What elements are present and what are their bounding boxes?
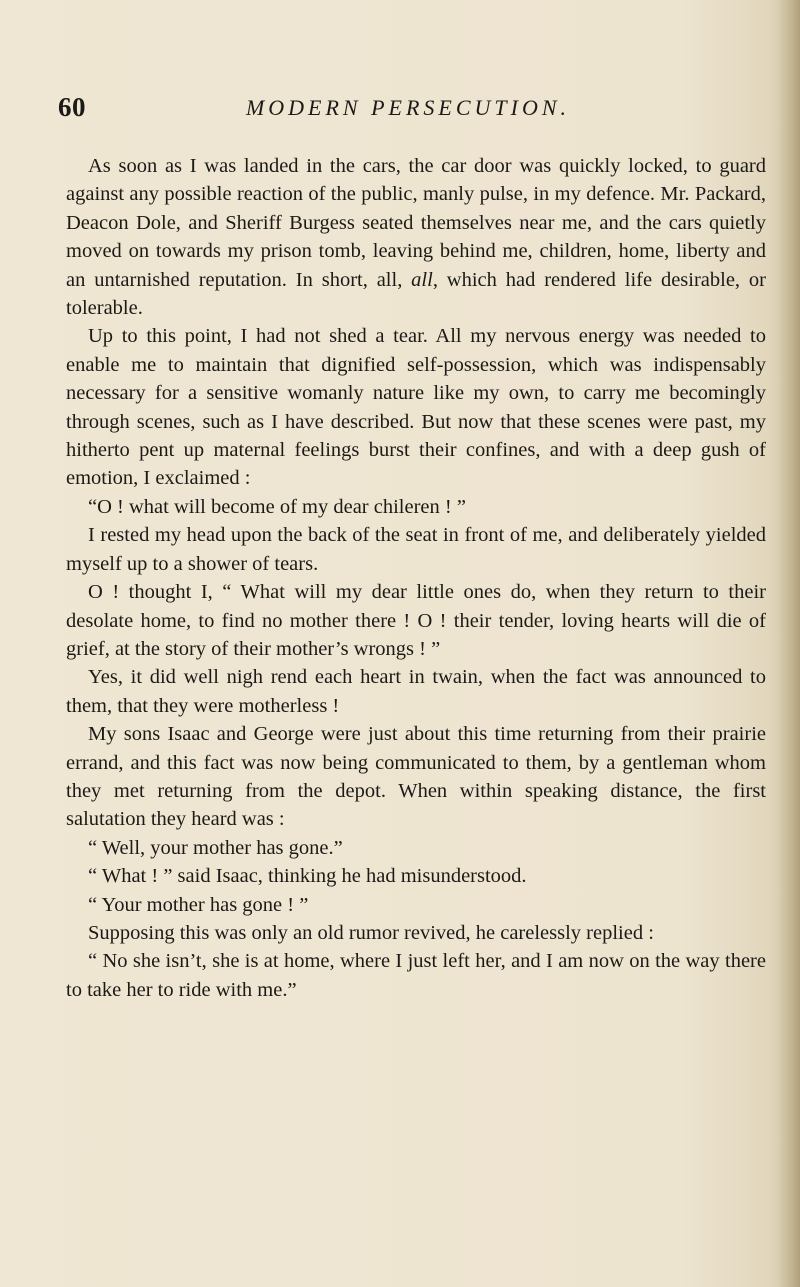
paragraph: “ What ! ” said Isaac, thinking he had misunderstood. bbox=[88, 865, 527, 888]
page-number: 60 bbox=[58, 92, 86, 122]
paragraph: “ Well, your mother has gone.” bbox=[88, 836, 343, 859]
paragraph: My sons Isaac and George were just about this time returning from their prairie errand, and this fact was now being communicated to them, by a gentleman whom they met returning from the depot. When within speaking distance, the first salutation they heard was : bbox=[66, 723, 766, 831]
paragraph: Up to this point, I had not shed a tear. All my nervous energy was needed to enable me to maintain that dignified self-possession, which was indispensably necessary for a sensitive womanly nature like my own, to carry me becomingly through scenes, such as I have described. But now that these scenes were past, my hitherto pent up maternal feelings burst their confines, and with a deep gush of emotion, I exclaimed : bbox=[66, 325, 766, 490]
body-text bbox=[66, 152, 766, 1004]
paragraph: “ Your mother has gone ! ” bbox=[88, 893, 309, 916]
paragraph bbox=[66, 152, 766, 322]
paragraph: Supposing this was only an old rumor revived, he carelessly replied : bbox=[88, 921, 654, 944]
page-edge-shadow bbox=[778, 0, 800, 1287]
running-title: MODERN PERSECUTION. bbox=[245, 95, 571, 120]
paragraph: O ! thought I, “ What will my dear little ones do, when they return to their desolate home, to find no mother there ! O ! their tender, loving hearts will die of grief, at the story of their mother’s wrongs ! ” bbox=[66, 581, 766, 660]
emphasis-all: all bbox=[411, 268, 433, 291]
paragraph-text: As soon as I was landed in the cars, the car door was quickly locked, to guard against any possible reaction of the public, manly pulse, in my defence. Mr. Packard, Deacon Dole, and Sheriff Burgess seated themselves near me, and the cars quietly moved on towards my prison tomb, leaving behind me, children, home, liberty and an untarnished reputation. In short, all, bbox=[66, 155, 766, 291]
paragraph: “O ! what will become of my dear chileren ! ” bbox=[88, 495, 466, 518]
paragraph: “ No she isn’t, she is at home, where I just left her, and I am now on the way there to take her to ride with me.” bbox=[66, 950, 766, 1001]
paragraph: I rested my head upon the back of the seat in front of me, and deliberately yielded myself up to a shower of tears. bbox=[66, 524, 766, 575]
paragraph: Yes, it did well nigh rend each heart in twain, when the fact was announced to them, that they were motherless ! bbox=[66, 666, 766, 717]
paragraph-text: , which had rendered life desirable, or tolerable. bbox=[66, 268, 766, 320]
page-header bbox=[58, 92, 718, 132]
